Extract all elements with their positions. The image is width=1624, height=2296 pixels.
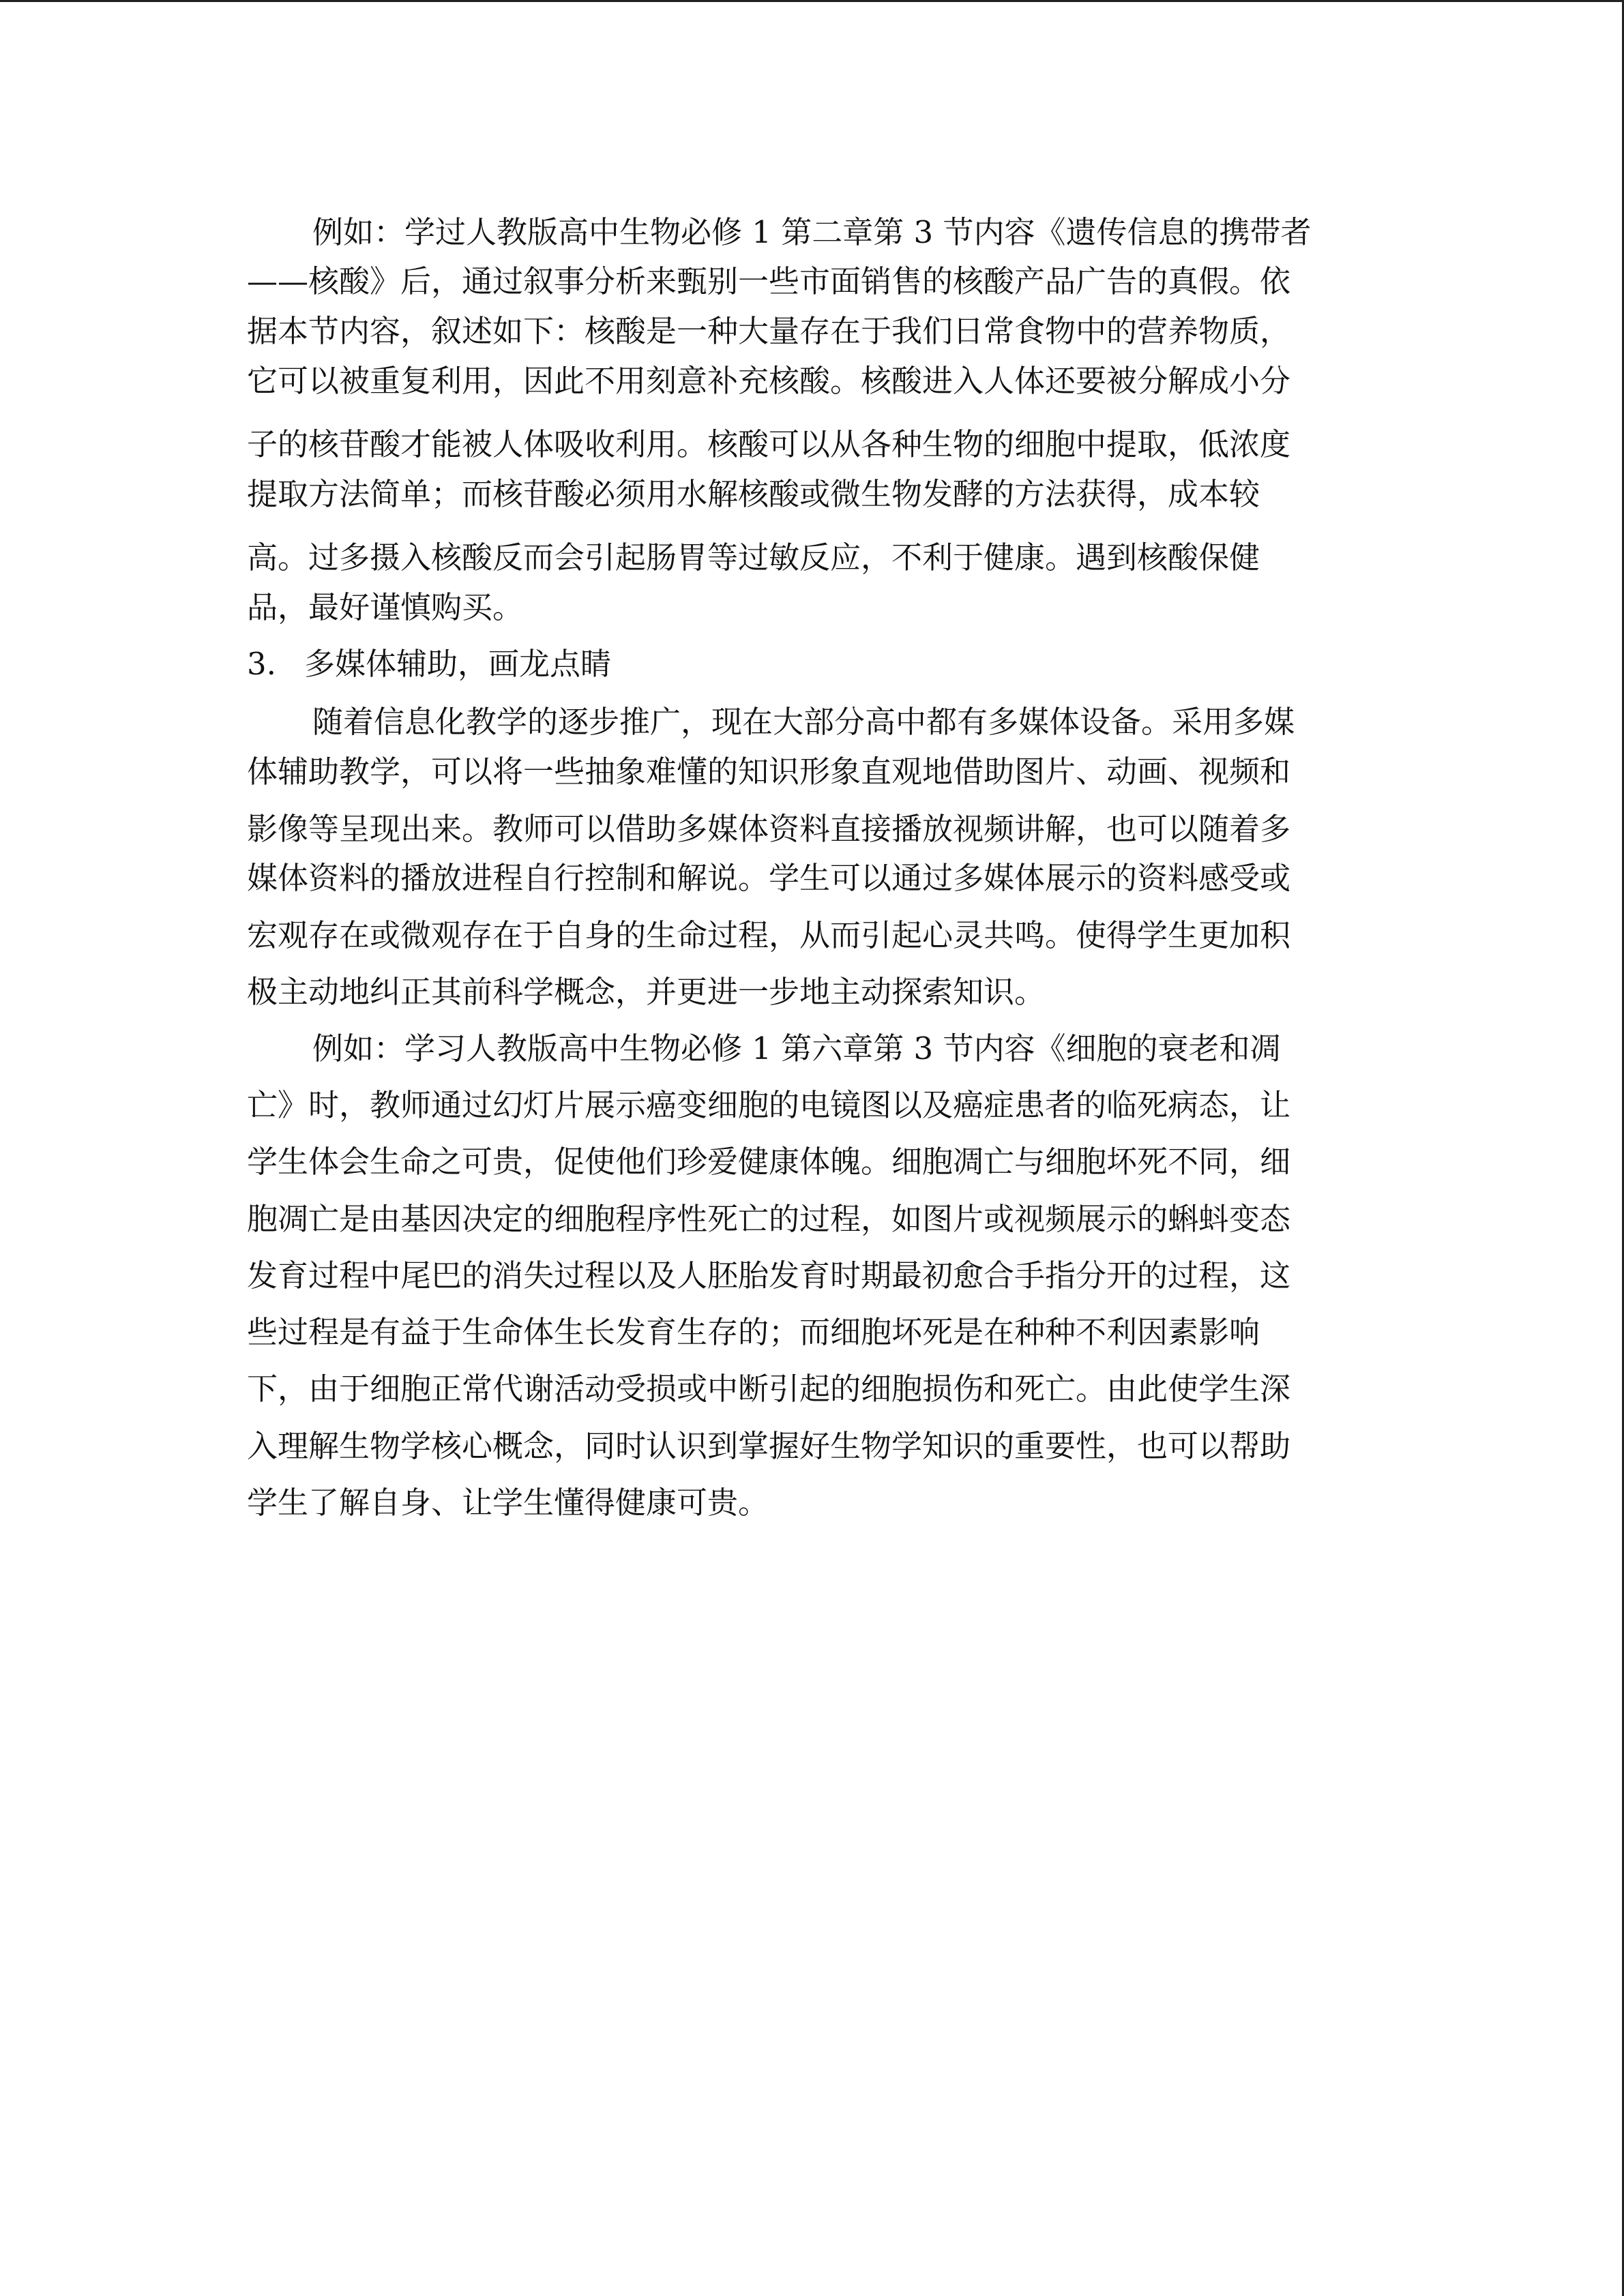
paragraph-2-line-3: 影像等呈现出来。教师可以借助多媒体资料直接播放视频讲解，也可以随着多 <box>247 811 1291 847</box>
paragraph-1-line-7: 高。过多摄入核酸反而会引起肠胃等过敏反应，不利于健康。遇到核酸保健 <box>247 539 1260 576</box>
paragraph-3-line-7: 下，由于细胞正常代谢活动受损或中断引起的细胞损伤和死亡。由此使学生深 <box>247 1371 1291 1407</box>
paragraph-2-line-6: 极主动地纠正其前科学概念，并更进一步地主动探索知识。 <box>247 974 1046 1010</box>
paragraph-1-line-2: ——核酸》后，通过叙事分析来甄别一些市面销售的核酸产品广告的真假。依 <box>247 263 1291 299</box>
paragraph-1-line-5: 子的核苷酸才能被人体吸收利用。核酸可以从各种生物的细胞中提取，低浓度 <box>247 426 1291 462</box>
paragraph-1-line-8: 品，最好谨慎购买。 <box>247 589 524 625</box>
paragraph-1-line-6: 提取方法简单；而核苷酸必须用水解核酸或微生物发酵的方法获得，成本较 <box>247 476 1260 512</box>
paragraph-2-line-4: 媒体资料的播放进程自行控制和解说。学生可以通过多媒体展示的资料感受或 <box>247 860 1291 896</box>
paragraph-3-line-6: 些过程是有益于生命体生长发育生存的；而细胞坏死是在种种不利因素影响 <box>247 1314 1260 1350</box>
paragraph-1-line-1: 例如：学过人教版高中生物必修 1 第二章第 3 节内容《遗传信息的携带者 <box>312 214 1312 250</box>
paragraph-1-line-3: 据本节内容，叙述如下：核酸是一种大量存在于我们日常食物中的营养物质， <box>247 313 1291 349</box>
paragraph-3-line-1: 例如：学习人教版高中生物必修 1 第六章第 3 节内容《细胞的衰老和凋 <box>312 1030 1281 1067</box>
paragraph-2-line-2: 体辅助教学，可以将一些抽象难懂的知识形象直观地借助图片、动画、视频和 <box>247 754 1291 790</box>
paragraph-3-line-9: 学生了解自身、让学生懂得健康可贵。 <box>247 1485 769 1521</box>
paragraph-3-line-2: 亡》时，教师通过幻灯片展示癌变细胞的电镜图以及癌症患者的临死病态，让 <box>247 1087 1291 1123</box>
paragraph-3-line-4: 胞凋亡是由基因决定的细胞程序性死亡的过程，如图片或视频展示的蝌蚪变态 <box>247 1201 1291 1237</box>
paragraph-3-line-5: 发育过程中尾巴的消失过程以及人胚胎发育时期最初愈合手指分开的过程，这 <box>247 1257 1291 1294</box>
section-heading-number: 3. <box>247 646 276 682</box>
paragraph-3-line-3: 学生体会生命之可贵，促使他们珍爱健康体魄。细胞凋亡与细胞坏死不同，细 <box>247 1144 1291 1180</box>
section-heading-text: 多媒体辅助，画龙点睛 <box>304 646 612 682</box>
section-heading <box>247 644 611 685</box>
paragraph-1-line-4: 它可以被重复利用，因此不用刻意补充核酸。核酸进入人体还要被分解成小分 <box>247 363 1291 399</box>
paragraph-2-line-5: 宏观存在或微观存在于自身的生命过程，从而引起心灵共鸣。使得学生更加积 <box>247 917 1291 953</box>
paragraph-3-line-8: 入理解生物学核心概念，同时认识到掌握好生物学知识的重要性，也可以帮助 <box>247 1428 1291 1464</box>
paragraph-2-line-1: 随着信息化教学的逐步推广，现在大部分高中都有多媒体设备。采用多媒 <box>312 704 1295 740</box>
